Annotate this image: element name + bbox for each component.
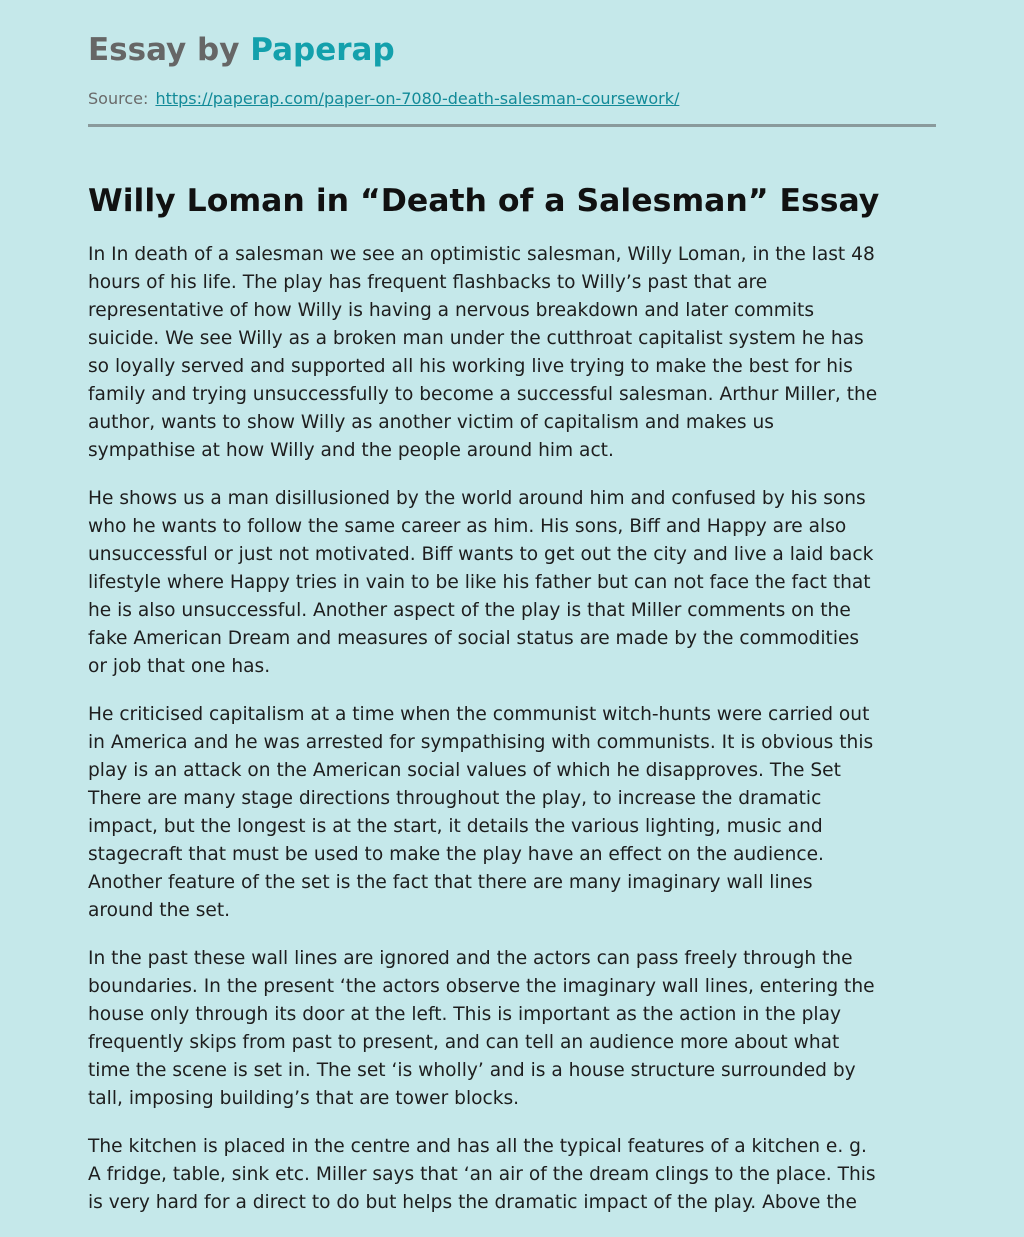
paragraph: In In death of a salesman we see an optimistic salesman, Willy Loman, in the last 48 hours of his life. The play has frequent flashbacks to Willy’s past that are representative of how Willy is having a nervous breakdown and later commits suicide. We see Willy as a broken man under the cutthroat capitalist system he has so loyally served and supported all his working live trying to make the best for his family and trying unsuccessfully to become a successful salesman. Arthur Miller, the author, wants to show Willy as another victim of capitalism and makes us sympathise at how Willy and the people around him act. [88, 244, 878, 461]
source-line [88, 88, 936, 110]
paragraph: He shows us a man disillusioned by the world around him and confused by his sons who he wants to follow the same career as him. His sons, Biff and Happy are also unsuccessful or just not motivated. Biff wants to get out the city and live a laid back lifestyle where Happy tries in vain to be like his father but can not face the fact that he is also unsuccessful. Another aspect of the play is that Miller comments on the fake American Dream and measures of social status are made by the commodities or job that one has. [88, 488, 874, 677]
header-divider [88, 124, 936, 127]
brand-name: Paperap [250, 32, 395, 68]
header [88, 30, 936, 110]
paragraph: The kitchen is placed in the centre and has all the typical features of a kitchen e. g. A fridge, table, sink etc. Miller says that ‘an air of the dream clings to the place. This is very hard for a direct to do but helps the dramatic impact of the play. Above the [88, 1136, 876, 1213]
brand-prefix: Essay by [88, 32, 251, 68]
paragraph: In the past these wall lines are ignored and the actors can pass freely through the boundaries. In the present ‘the actors observe the imaginary wall lines, entering the house only through its door at the left. This is important as the action in the play frequently skips from past to present, and can tell an audience more about what time the scene is set in. The set ‘is wholly’ and is a house structure surrounded by tall, imposing building’s that are tower blocks. [88, 948, 875, 1109]
source-link[interactable]: https://paperap.com/paper-on-7080-death-salesman-coursework/ [155, 89, 680, 108]
source-label: Source: [88, 89, 149, 108]
paragraph: He criticised capitalism at a time when the communist witch-hunts were carried out in America and he was arrested for sympathising with communists. It is obvious this play is an attack on the American social values of which he disapproves. The Set There are many stage directions throughout the play, to increase the dramatic impact, but the longest is at the start, it details the various lighting, music and stagecraft that must be used to make the play have an effect on the audience. Another feature of the set is the fact that there are many imaginary wall lines around the set. [88, 704, 874, 921]
site-brand[interactable] [88, 30, 936, 70]
article-title: Willy Loman in “Death of a Salesman” Essay [88, 183, 880, 219]
article-body [88, 241, 948, 1237]
